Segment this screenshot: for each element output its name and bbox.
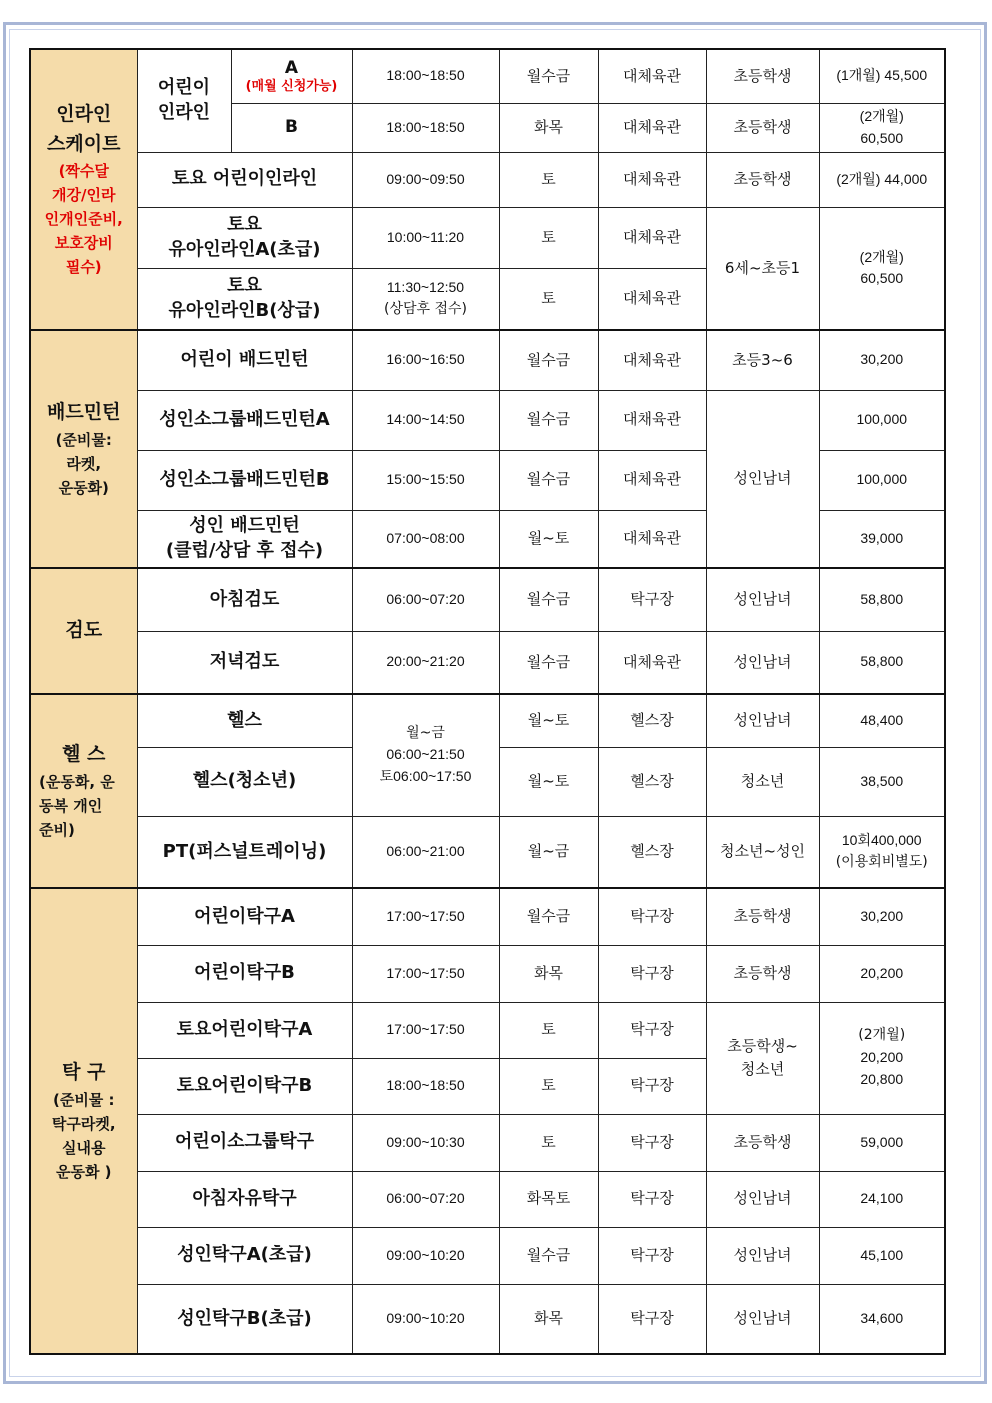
program-name: 토요 유아인라인A(초급)	[137, 207, 352, 268]
days-cell: 월~금	[499, 816, 598, 888]
program-name: 헬스(청소년)	[137, 747, 352, 816]
days-cell: 화목	[499, 103, 598, 152]
program-name: 어린이탁구A	[137, 888, 352, 945]
program-name: 어린이탁구B	[137, 945, 352, 1002]
target-cell: 성인남녀	[706, 1171, 819, 1227]
fee-cell: (2개월) 44,000	[819, 152, 945, 207]
fee-cell: 20,200	[819, 945, 945, 1002]
days-cell: 월~토	[499, 747, 598, 816]
time-cell: 10:00~11:20	[352, 207, 499, 268]
time-cell: 09:00~10:20	[352, 1227, 499, 1284]
program-name: 어린이소그룹탁구	[137, 1114, 352, 1171]
table-row	[30, 694, 945, 747]
target-cell: 청소년~성인	[706, 816, 819, 888]
fee-cell: 10회400,000 (이용회비별도)	[819, 816, 945, 888]
class-b: B	[231, 103, 352, 152]
time-cell: 18:00~18:50	[352, 1058, 499, 1114]
target-cell: 초등학생~ 청소년	[706, 1002, 819, 1114]
fee-cell: 24,100	[819, 1171, 945, 1227]
program-name: 성인소그룹배드민턴B	[137, 450, 352, 510]
days-cell: 월~토	[499, 694, 598, 747]
place-cell: 헬스장	[598, 747, 706, 816]
time-cell: 14:00~14:50	[352, 390, 499, 450]
program-name: 아침자유탁구	[137, 1171, 352, 1227]
fee-cell: 58,800	[819, 568, 945, 631]
schedule-table	[29, 48, 946, 1355]
days-cell: 토	[499, 152, 598, 207]
program-name: 어린이 배드민턴	[137, 330, 352, 390]
table-row	[30, 1171, 945, 1227]
place-cell: 대체육관	[598, 49, 706, 103]
days-cell: 월수금	[499, 888, 598, 945]
place-cell: 대체육관	[598, 103, 706, 152]
days-cell: 월수금	[499, 450, 598, 510]
place-cell: 대체육관	[598, 152, 706, 207]
table-row	[30, 207, 945, 268]
place-cell: 탁구장	[598, 1002, 706, 1058]
table-row	[30, 330, 945, 390]
place-cell: 헬스장	[598, 816, 706, 888]
time-cell: 09:00~10:20	[352, 1284, 499, 1354]
time-cell: 15:00~15:50	[352, 450, 499, 510]
table-row	[30, 1284, 945, 1354]
place-cell: 탁구장	[598, 1058, 706, 1114]
target-cell: 초등학생	[706, 1114, 819, 1171]
table-row	[30, 1227, 945, 1284]
category-badminton: 배드민턴 (준비물: 라켓, 운동화)	[30, 330, 137, 568]
place-cell: 탁구장	[598, 888, 706, 945]
class-a: A (매월 신청가능)	[231, 49, 352, 103]
days-cell: 화목	[499, 1284, 598, 1354]
target-cell: 6세~초등1	[706, 207, 819, 330]
fee-cell: 58,800	[819, 631, 945, 694]
fee-cell: 39,000	[819, 510, 945, 568]
days-cell: 월수금	[499, 631, 598, 694]
program-name: 어린이 인라인	[137, 49, 231, 152]
target-cell: 초등학생	[706, 103, 819, 152]
place-cell: 대체육관	[598, 510, 706, 568]
program-name: 저녁검도	[137, 631, 352, 694]
fee-cell: (2개월) 60,500	[819, 207, 945, 330]
place-cell: 탁구장	[598, 1114, 706, 1171]
place-cell: 탁구장	[598, 1227, 706, 1284]
days-cell: 토	[499, 268, 598, 330]
target-cell: 성인남녀	[706, 568, 819, 631]
category-table-tennis: 탁 구 (준비물 : 탁구라켓, 실내용 운동화 )	[30, 888, 137, 1354]
target-cell: 성인남녀	[706, 390, 819, 568]
table-row	[30, 152, 945, 207]
time-cell: 06:00~21:00	[352, 816, 499, 888]
place-cell: 탁구장	[598, 1171, 706, 1227]
table-row	[30, 945, 945, 1002]
place-cell: 대체육관	[598, 268, 706, 330]
time-cell: 09:00~10:30	[352, 1114, 499, 1171]
program-name: 토요 어린이인라인	[137, 152, 352, 207]
fee-cell: 45,100	[819, 1227, 945, 1284]
table-row	[30, 1002, 945, 1058]
fee-cell: 100,000	[819, 390, 945, 450]
fee-cell: 34,600	[819, 1284, 945, 1354]
days-cell: 월수금	[499, 330, 598, 390]
days-cell: 월수금	[499, 568, 598, 631]
time-cell: 18:00~18:50	[352, 49, 499, 103]
category-inline: 인라인 스케이트 (짝수달 개강/인라 인개인준비, 보호장비 필수)	[30, 49, 137, 330]
program-name: 토요어린이탁구A	[137, 1002, 352, 1058]
table-row	[30, 888, 945, 945]
days-cell: 토	[499, 207, 598, 268]
table-row	[30, 631, 945, 694]
target-cell: 성인남녀	[706, 631, 819, 694]
fee-cell: 30,200	[819, 330, 945, 390]
category-kendo: 검도	[30, 568, 137, 694]
fee-cell: 38,500	[819, 747, 945, 816]
place-cell: 대체육관	[598, 631, 706, 694]
days-cell: 화목토	[499, 1171, 598, 1227]
target-cell: 성인남녀	[706, 1227, 819, 1284]
days-cell: 월수금	[499, 49, 598, 103]
time-cell: 17:00~17:50	[352, 945, 499, 1002]
time-cell: 06:00~07:20	[352, 1171, 499, 1227]
days-cell: 토	[499, 1114, 598, 1171]
days-cell: 토	[499, 1058, 598, 1114]
time-cell: 09:00~09:50	[352, 152, 499, 207]
table-row	[30, 1114, 945, 1171]
target-cell: 성인남녀	[706, 1284, 819, 1354]
target-cell: 성인남녀	[706, 694, 819, 747]
time-cell: 17:00~17:50	[352, 888, 499, 945]
program-name: 성인탁구B(초급)	[137, 1284, 352, 1354]
time-cell: 20:00~21:20	[352, 631, 499, 694]
program-name: 토요 유아인라인B(상급)	[137, 268, 352, 330]
place-cell: 탁구장	[598, 568, 706, 631]
fee-cell: 30,200	[819, 888, 945, 945]
table-row	[30, 390, 945, 450]
place-cell: 대체육관	[598, 207, 706, 268]
target-cell: 초등학생	[706, 49, 819, 103]
fee-cell: 59,000	[819, 1114, 945, 1171]
time-cell: 월~금 06:00~21:50 토06:00~17:50	[352, 694, 499, 816]
days-cell: 월수금	[499, 1227, 598, 1284]
program-name: 아침검도	[137, 568, 352, 631]
days-cell: 화목	[499, 945, 598, 1002]
program-name: 헬스	[137, 694, 352, 747]
place-cell: 탁구장	[598, 945, 706, 1002]
time-cell: 07:00~08:00	[352, 510, 499, 568]
target-cell: 초등3~6	[706, 330, 819, 390]
place-cell: 대체육관	[598, 450, 706, 510]
place-cell: 탁구장	[598, 1284, 706, 1354]
program-name: 토요어린이탁구B	[137, 1058, 352, 1114]
days-cell: 월수금	[499, 390, 598, 450]
target-cell: 초등학생	[706, 888, 819, 945]
fee-cell: 100,000	[819, 450, 945, 510]
target-cell: 초등학생	[706, 152, 819, 207]
place-cell: 헬스장	[598, 694, 706, 747]
program-name: PT(퍼스널트레이닝)	[137, 816, 352, 888]
fee-cell: (1개월) 45,500	[819, 49, 945, 103]
program-name: 성인소그룹배드민턴A	[137, 390, 352, 450]
fee-cell: (2개월) 60,500	[819, 103, 945, 152]
time-cell: 16:00~16:50	[352, 330, 499, 390]
days-cell: 월~토	[499, 510, 598, 568]
place-cell: 대채육관	[598, 390, 706, 450]
table-row	[30, 816, 945, 888]
days-cell: 토	[499, 1002, 598, 1058]
time-cell: 06:00~07:20	[352, 568, 499, 631]
program-name: 성인탁구A(초급)	[137, 1227, 352, 1284]
time-cell: 17:00~17:50	[352, 1002, 499, 1058]
target-cell: 청소년	[706, 747, 819, 816]
target-cell: 초등학생	[706, 945, 819, 1002]
fee-cell: 48,400	[819, 694, 945, 747]
program-name: 성인 배드민턴 (클럽/상담 후 접수)	[137, 510, 352, 568]
table-row	[30, 49, 945, 103]
place-cell: 대체육관	[598, 330, 706, 390]
fee-cell: (2개월) 20,200 20,800	[819, 1002, 945, 1114]
time-cell: 11:30~12:50 (상담후 접수)	[352, 268, 499, 330]
table-row	[30, 568, 945, 631]
time-cell: 18:00~18:50	[352, 103, 499, 152]
category-health: 헬 스 (운동화, 운 동복 개인 준비)	[30, 694, 137, 888]
